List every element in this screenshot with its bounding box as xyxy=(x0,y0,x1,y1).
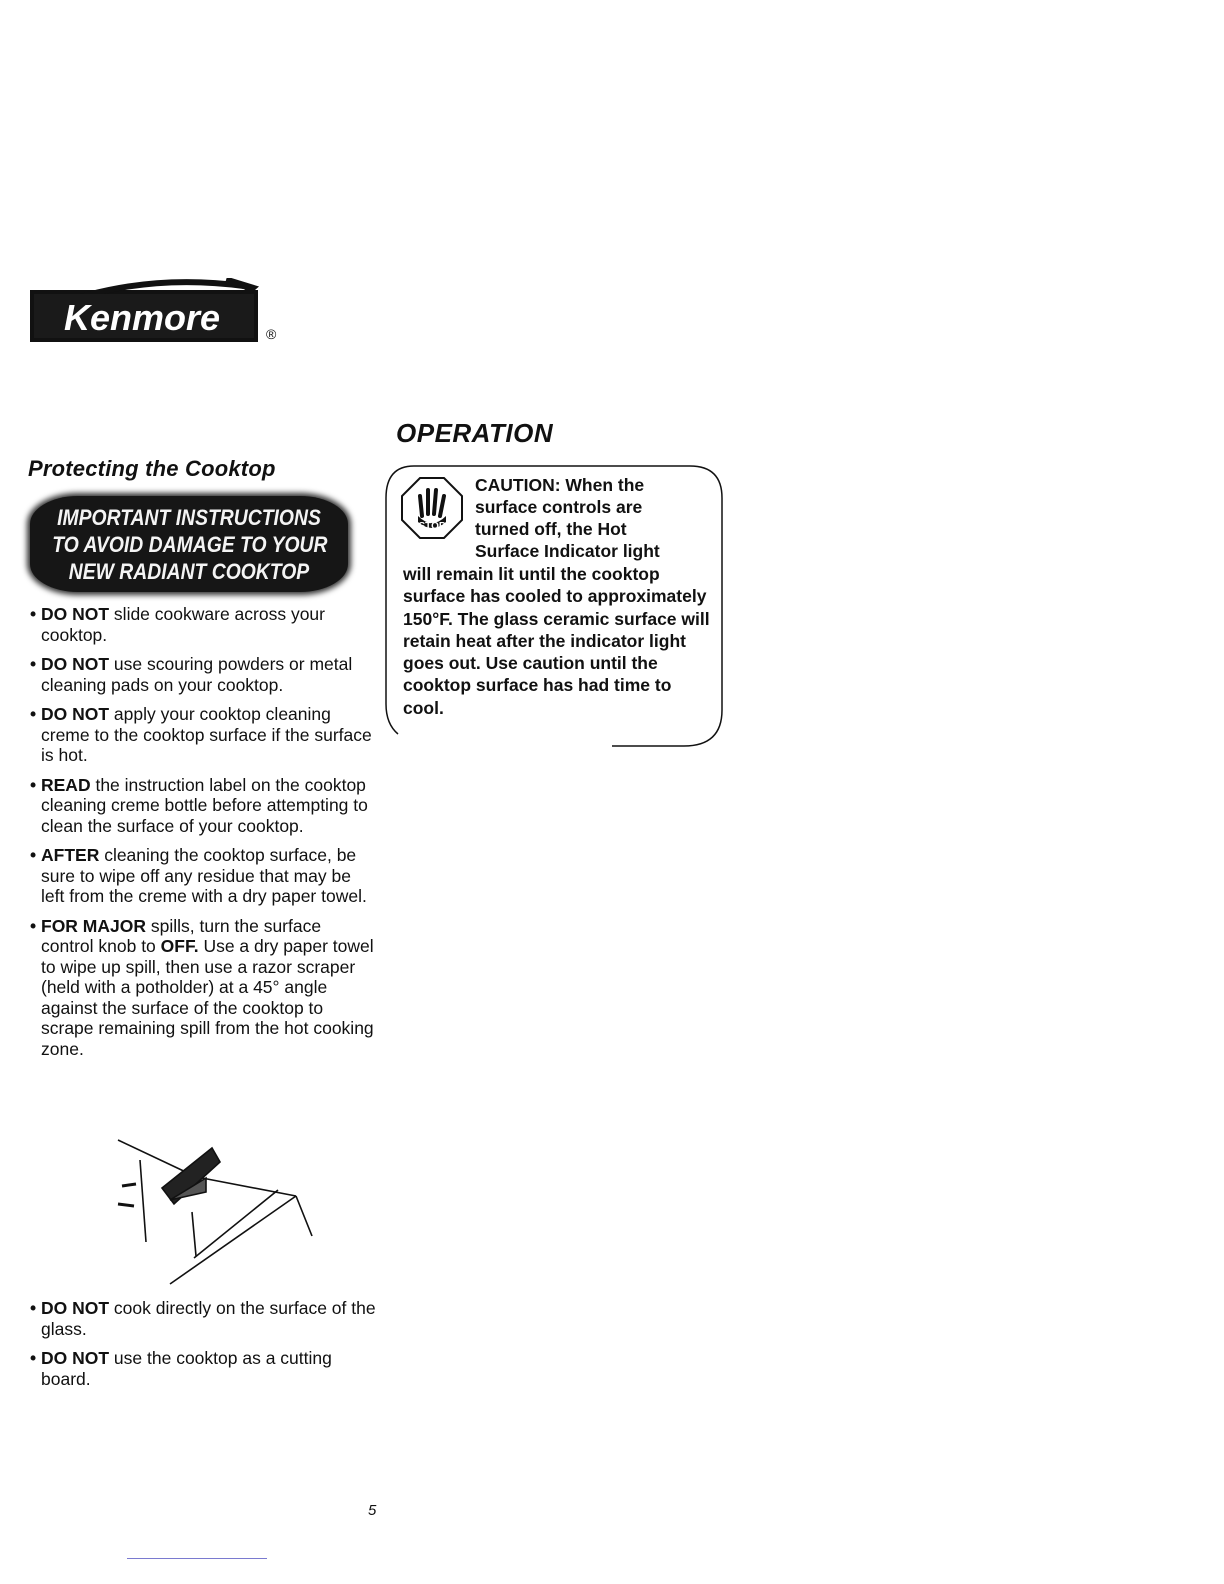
section-title-operation: OPERATION xyxy=(396,418,554,448)
stop-icon-label: STOP xyxy=(418,521,446,532)
cooktop-warnings-list xyxy=(32,1298,377,1398)
stop-hand-icon xyxy=(400,476,464,540)
banner-line: TO AVOID DAMAGE TO YOUR xyxy=(52,532,328,557)
cooktop-care-list xyxy=(32,604,377,1068)
caution-body-text: will remain lit until the cooktop surface has cooled to approximately 150°F. The glass ceramic surface will retain heat after the indicator light goes out. Use caution until the cooktop surface has had time to cool. xyxy=(403,564,710,718)
caution-line: turned off, the Hot xyxy=(475,519,627,539)
registered-mark: ® xyxy=(266,326,277,342)
section-title-protecting: Protecting the Cooktop xyxy=(28,456,276,481)
list-item: • FOR MAJOR spills, turn the surface control knob to OFF. Use a dry paper towel to wipe up spill, then use a razor scraper (held with a potholder) at a 45° angle against the surface of the cooktop to scrape remaining spill from the hot cooking zone. xyxy=(32,916,377,1060)
list-item: • DO NOT apply your cooktop cleaning creme to the cooktop surface if the surface is hot. xyxy=(32,704,377,766)
list-item: • DO NOT use scouring powders or metal cleaning pads on your cooktop. xyxy=(32,654,377,695)
banner-line: IMPORTANT INSTRUCTIONS xyxy=(57,505,321,530)
list-item: • DO NOT use the cooktop as a cutting board. xyxy=(32,1348,377,1389)
kenmore-logo xyxy=(30,278,262,342)
caution-line: Surface Indicator light xyxy=(475,541,660,561)
logo-wordmark: Kenmore xyxy=(63,297,221,338)
page-number: 5 xyxy=(368,1502,377,1519)
list-item: • AFTER cleaning the cooktop surface, be sure to wipe off any residue that may be left from the creme with a dry paper towel. xyxy=(32,845,377,907)
list-item: • READ the instruction label on the cooktop cleaning creme bottle before attempting to clean the surface of your cooktop. xyxy=(32,775,377,837)
footer-rule xyxy=(127,1558,267,1559)
important-instructions-banner xyxy=(30,496,348,592)
caution-line: surface controls are xyxy=(475,497,643,517)
caution-heading xyxy=(475,474,720,562)
razor-scraper-illustration xyxy=(110,1138,320,1286)
banner-line: NEW RADIANT COOKTOP xyxy=(68,559,310,584)
list-item: • DO NOT slide cookware across your cooktop. xyxy=(32,604,377,645)
list-item: • DO NOT cook directly on the surface of the glass. xyxy=(32,1298,377,1339)
banner-text xyxy=(52,504,328,585)
caution-line: CAUTION: When the xyxy=(475,475,645,495)
